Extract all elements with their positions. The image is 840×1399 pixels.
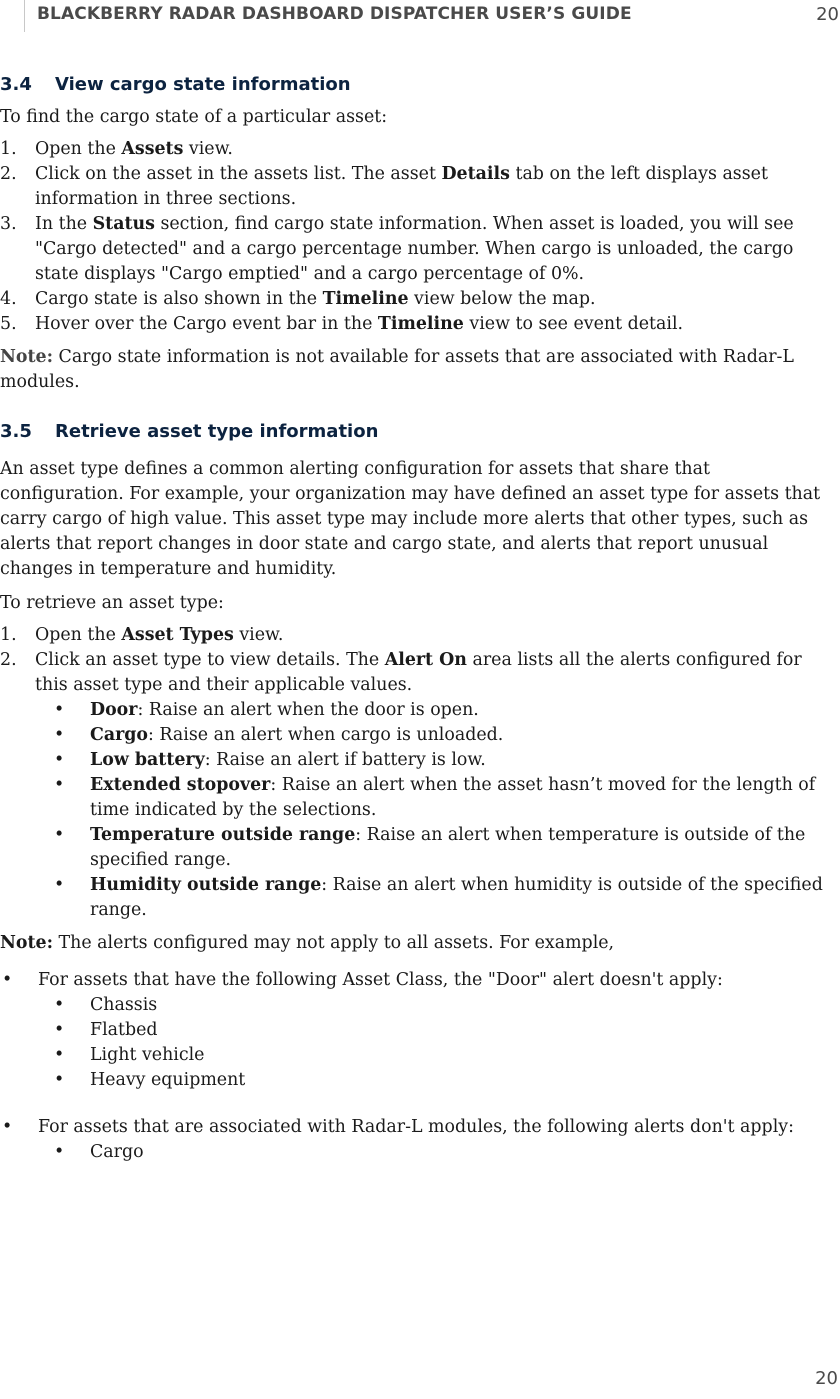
bullet-glyph: •	[54, 1142, 65, 1162]
list-item	[0, 698, 836, 723]
list-item	[0, 823, 836, 873]
alert-name: Humidity outside range	[90, 875, 322, 895]
note-label: Note:	[0, 347, 54, 367]
bullet-glyph: •	[54, 875, 65, 895]
step-text: Hover over the Cargo event bar in the	[35, 314, 378, 334]
list-item	[0, 1018, 836, 1043]
step-ui-term: Assets	[121, 139, 184, 159]
alert-desc: : Raise an alert when cargo is unloaded.	[148, 725, 504, 745]
asset-type-steps-list	[0, 623, 836, 698]
list-item	[0, 1068, 836, 1093]
bullet-glyph: •	[54, 995, 65, 1015]
step-ui-term: Alert On	[384, 650, 467, 670]
step-ui-term: Timeline	[322, 289, 409, 309]
alert-name: Cargo	[90, 725, 149, 745]
note-label: Note:	[0, 933, 54, 953]
section-3-5-heading	[0, 417, 836, 445]
list-item	[0, 723, 836, 748]
asset-class-list	[0, 993, 836, 1093]
step-ui-term: Details	[441, 164, 510, 184]
list-number: 3.	[0, 214, 17, 234]
bullet-glyph: •	[54, 725, 65, 745]
alert-name: Door	[90, 700, 138, 720]
alert-types-list	[0, 698, 836, 923]
alert-desc: : Raise an alert when temperature is outside of the specified range.	[90, 825, 806, 870]
section-title: View cargo state information	[55, 73, 351, 95]
alert-name: Temperature outside range	[90, 825, 356, 845]
radar-l-excluded-list	[0, 1140, 836, 1165]
asset-class: Light vehicle	[90, 1045, 205, 1065]
list-item	[0, 287, 836, 312]
section-3-4-heading	[0, 70, 836, 98]
alert-name: Extended stopover	[90, 775, 271, 795]
cargo-steps-list	[0, 137, 836, 337]
footer-page-number: 20	[815, 1368, 838, 1389]
step-text: Open the	[35, 625, 122, 645]
note-text: The alerts configured may not apply to all assets. For example,	[53, 933, 615, 953]
step-text: view to see event detail.	[463, 314, 684, 334]
step-text: In the	[35, 214, 93, 234]
list-item	[0, 1115, 836, 1140]
step-ui-term: Asset Types	[121, 625, 234, 645]
step-text: view.	[233, 625, 284, 645]
list-item	[0, 648, 836, 698]
list-item	[0, 162, 836, 212]
asset-class: Flatbed	[90, 1020, 158, 1040]
step-text: Click an asset type to view details. The	[35, 650, 385, 670]
bullet-glyph: •	[54, 1020, 65, 1040]
header-title: BLACKBERRY RADAR DASHBOARD DISPATCHER USER’S GUIDE	[37, 4, 632, 24]
alert-name: Low battery	[90, 750, 205, 770]
asset-class: Heavy equipment	[90, 1070, 246, 1090]
list-number: 4.	[0, 289, 17, 309]
bullet-glyph: •	[54, 700, 65, 720]
section-3-4-intro: To find the cargo state of a particular asset:	[0, 107, 388, 127]
list-item	[0, 773, 836, 823]
step-text: Cargo state is also shown in the	[35, 289, 323, 309]
list-item	[0, 1043, 836, 1068]
list-item	[0, 873, 836, 923]
alerts-note	[0, 931, 836, 956]
step-text: Click on the asset in the assets list. The asset	[35, 164, 442, 184]
section-3-5-paragraph: An asset type defines a common alerting configuration for assets that share that configuration. For example, your organization may have defined an asset type for assets that carry cargo of high value. This asset type may include more alerts that other types, such as alerts that report changes in door state and cargo state, and alerts that report unusual changes in temperature and humidity.	[0, 459, 821, 579]
section-number: 3.4	[0, 73, 32, 95]
note-text: Cargo state information is not available for assets that are associated with Radar-L modules.	[0, 347, 794, 392]
alert-desc: : Raise an alert when humidity is outside of the specified range.	[90, 875, 823, 920]
list-item	[0, 312, 836, 337]
bullet-glyph: •	[2, 970, 13, 990]
list-number: 1.	[0, 625, 17, 645]
step-text: section, find cargo state information. When asset is loaded, you will see "Cargo detected" and a cargo percentage number. When cargo is unloaded, the cargo state displays "Cargo emptied" and a cargo percentage of 0%.	[35, 214, 794, 284]
list-item	[0, 748, 836, 773]
list-number: 2.	[0, 164, 17, 184]
step-text: tab on the left displays asset information in three sections.	[35, 164, 768, 209]
step-ui-term: Timeline	[377, 314, 464, 334]
bullet-text: For assets that are associated with Radar-L modules, the following alerts don't apply:	[38, 1117, 794, 1137]
section-number: 3.5	[0, 420, 32, 442]
section-title: Retrieve asset type information	[55, 420, 379, 442]
excluded-alert: Cargo	[90, 1142, 144, 1162]
asset-class: Chassis	[90, 995, 158, 1015]
bullet-text: For assets that have the following Asset Class, the "Door" alert doesn't apply:	[38, 970, 723, 990]
list-item	[0, 623, 836, 648]
list-item	[0, 968, 836, 993]
bullet-glyph: •	[54, 1045, 65, 1065]
list-item	[0, 137, 836, 162]
step-text: view below the map.	[408, 289, 596, 309]
alert-desc: : Raise an alert when the door is open.	[137, 700, 479, 720]
list-item	[0, 993, 836, 1018]
list-number: 1.	[0, 139, 17, 159]
bullet-glyph: •	[54, 1070, 65, 1090]
bullet-glyph: •	[54, 775, 65, 795]
list-item	[0, 212, 836, 287]
bullet-glyph: •	[2, 1117, 13, 1137]
step-text: view.	[183, 139, 233, 159]
alert-desc: : Raise an alert if battery is low.	[204, 750, 486, 770]
step-text: area lists all the alerts configured for this asset type and their applicable values.	[35, 650, 802, 695]
page-header	[24, 0, 840, 32]
section-3-5-intro: To retrieve an asset type:	[0, 593, 224, 613]
bullet-glyph: •	[54, 750, 65, 770]
alert-desc: : Raise an alert when the asset hasn’t moved for the length of time indicated by the selections.	[90, 775, 816, 820]
page-content	[0, 70, 836, 1165]
list-item	[0, 1140, 836, 1165]
cargo-note	[0, 345, 836, 395]
list-number: 2.	[0, 650, 17, 670]
step-text: Open the	[35, 139, 122, 159]
header-page-number: 20	[816, 4, 839, 25]
step-ui-term: Status	[92, 214, 155, 234]
list-number: 5.	[0, 314, 17, 334]
bullet-glyph: •	[54, 825, 65, 845]
